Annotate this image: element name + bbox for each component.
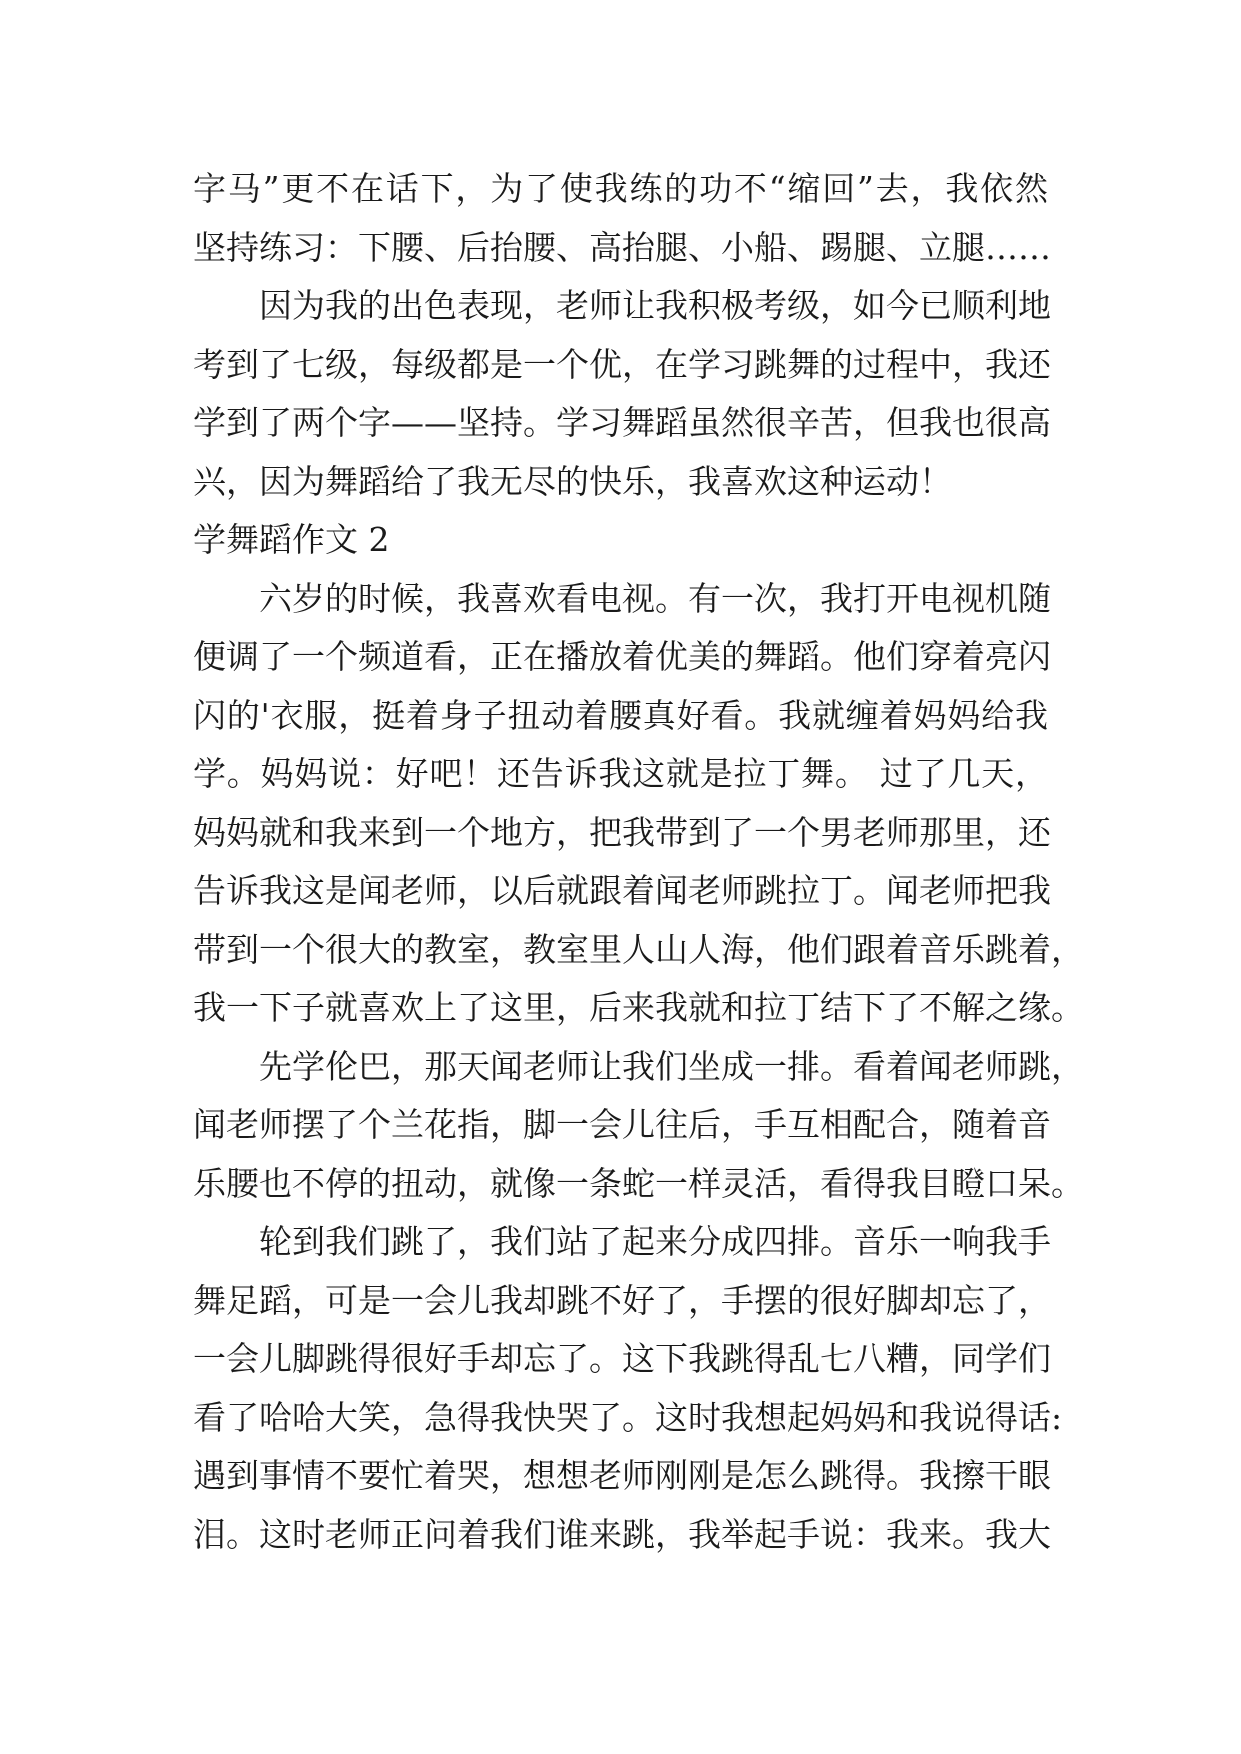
text-line: 轮到我们跳了，我们站了起来分成四排。音乐一响我手 — [259, 1222, 1051, 1261]
text-line: 乐腰也不停的扭动，就像一条蛇一样灵活，看得我目瞪口呆。 — [193, 1163, 1084, 1203]
text-line: 字马”更不在话下，为了使我练的功不“缩回”去，我依然 — [193, 169, 1048, 208]
text-line: 妈妈就和我来到一个地方，把我带到了一个男老师那里，还 — [193, 812, 1051, 852]
text-line: 我一下子就喜欢上了这里，后来我就和拉丁结下了不解之缘。 — [193, 988, 1084, 1027]
text-line: 便调了一个频道看，正在播放着优美的舞蹈。他们穿着亮闪 — [193, 637, 1051, 676]
text-line: 舞足蹈，可是一会儿我却跳不好了，手摆的很好脚却忘了， — [193, 1280, 1051, 1320]
document-page — [193, 160, 1084, 1564]
text-line: 泪。这时老师正问着我们谁来跳，我举起手说：我来。我大 — [193, 1514, 1051, 1554]
text-line: 闪的'衣服，挺着身子扭动着腰真好看。我就缠着妈妈给我 — [193, 695, 1048, 735]
paragraph-rumba — [193, 1038, 1084, 1214]
text-line: 遇到事情不要忙着哭，想想老师刚刚是怎么跳得。我擦干眼 — [193, 1456, 1051, 1495]
text-line: 学到了两个字——坚持。学习舞蹈虽然很辛苦，但我也很高 — [193, 403, 1051, 442]
text-line: 先学伦巴，那天闻老师让我们坐成一排。看着闻老师跳， — [259, 1046, 1084, 1086]
paragraph-our-turn — [193, 1213, 1063, 1564]
text-line: 一会儿脚跳得很好手却忘了。这下我跳得乱七八糟，同学们 — [193, 1339, 1051, 1378]
paragraph-grade-exam — [193, 277, 1051, 511]
paragraph-six-years-old — [193, 570, 1084, 1038]
text-line: 坚持练习：下腰、后抬腰、高抬腿、小船、踢腿、立腿…… — [193, 227, 1051, 267]
text-line: 看了哈哈大笑，急得我快哭了。这时我想起妈妈和我说得话: — [193, 1397, 1063, 1437]
text-line: 告诉我这是闻老师，以后就跟着闻老师跳拉丁。闻老师把我 — [193, 871, 1051, 910]
text-line: 带到一个很大的教室，教室里人山人海，他们跟着音乐跳着， — [193, 929, 1084, 969]
paragraph-split-practice — [193, 160, 1051, 277]
text-line: 考到了七级，每级都是一个优，在学习跳舞的过程中，我还 — [193, 344, 1051, 384]
text-line: 闻老师摆了个兰花指，脚一会儿往后，手互相配合，随着音 — [193, 1105, 1051, 1144]
text-line: 学。妈妈说：好吧！还告诉我这就是拉丁舞。 过了几天， — [193, 754, 1048, 793]
text-line: 六岁的时候，我喜欢看电视。有一次，我打开电视机随 — [259, 578, 1051, 618]
text-line: 因为我的出色表现，老师让我积极考级，如今已顺利地 — [259, 286, 1051, 325]
text-line: 兴，因为舞蹈给了我无尽的快乐，我喜欢这种运动！ — [193, 461, 952, 501]
essay-heading: 学舞蹈作文 2 — [193, 520, 390, 559]
